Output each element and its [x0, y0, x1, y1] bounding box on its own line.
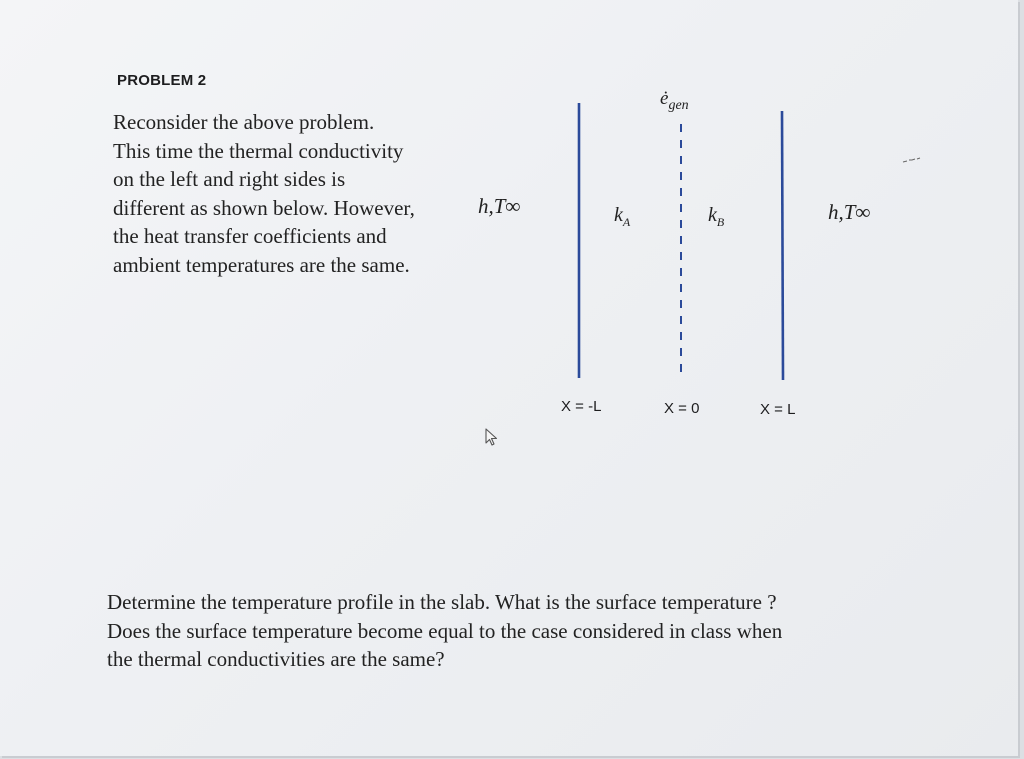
question-line-1: Determine the temperature profile in the slab. What is the surface temperature ?	[107, 590, 777, 614]
right-wall-line	[782, 111, 783, 380]
intro-line-6: ambient temperatures are the same.	[113, 252, 410, 277]
x-minus-l-label: X = -L	[561, 398, 602, 415]
problem-question	[107, 588, 907, 674]
intro-line-2: This time the thermal conductivity	[113, 138, 404, 163]
heat-generation-symbol: ė	[660, 88, 669, 109]
stray-mark-icon	[902, 156, 922, 166]
right-boundary-condition: h,T∞	[828, 200, 871, 224]
conductivity-a-label	[614, 204, 630, 230]
intro-line-3: on the left and right sides is	[113, 167, 346, 191]
conductivity-a-symbol: k	[614, 204, 623, 226]
x-zero-label: X = 0	[664, 400, 700, 417]
conductivity-b-label	[708, 204, 724, 230]
conductivity-b-subscript: B	[716, 215, 725, 229]
conductivity-a-subscript: A	[622, 215, 631, 229]
question-line-3: the thermal conductivities are the same?	[107, 647, 445, 671]
x-l-label: X = L	[760, 401, 796, 418]
intro-line-5: the heat transfer coefficients and	[113, 224, 387, 248]
heat-generation-label	[660, 88, 689, 114]
left-boundary-condition: h,T∞	[478, 194, 521, 218]
problem-title: PROBLEM 2	[117, 72, 207, 89]
heat-generation-subscript: gen	[668, 97, 689, 113]
intro-line-1: Reconsider the above problem.	[113, 110, 375, 134]
mouse-pointer-icon	[484, 428, 500, 446]
intro-line-4: different as shown below. However,	[113, 195, 415, 220]
conductivity-b-symbol: k	[708, 204, 717, 226]
question-line-2: Does the surface temperature become equal to the case considered in class when	[107, 618, 783, 643]
